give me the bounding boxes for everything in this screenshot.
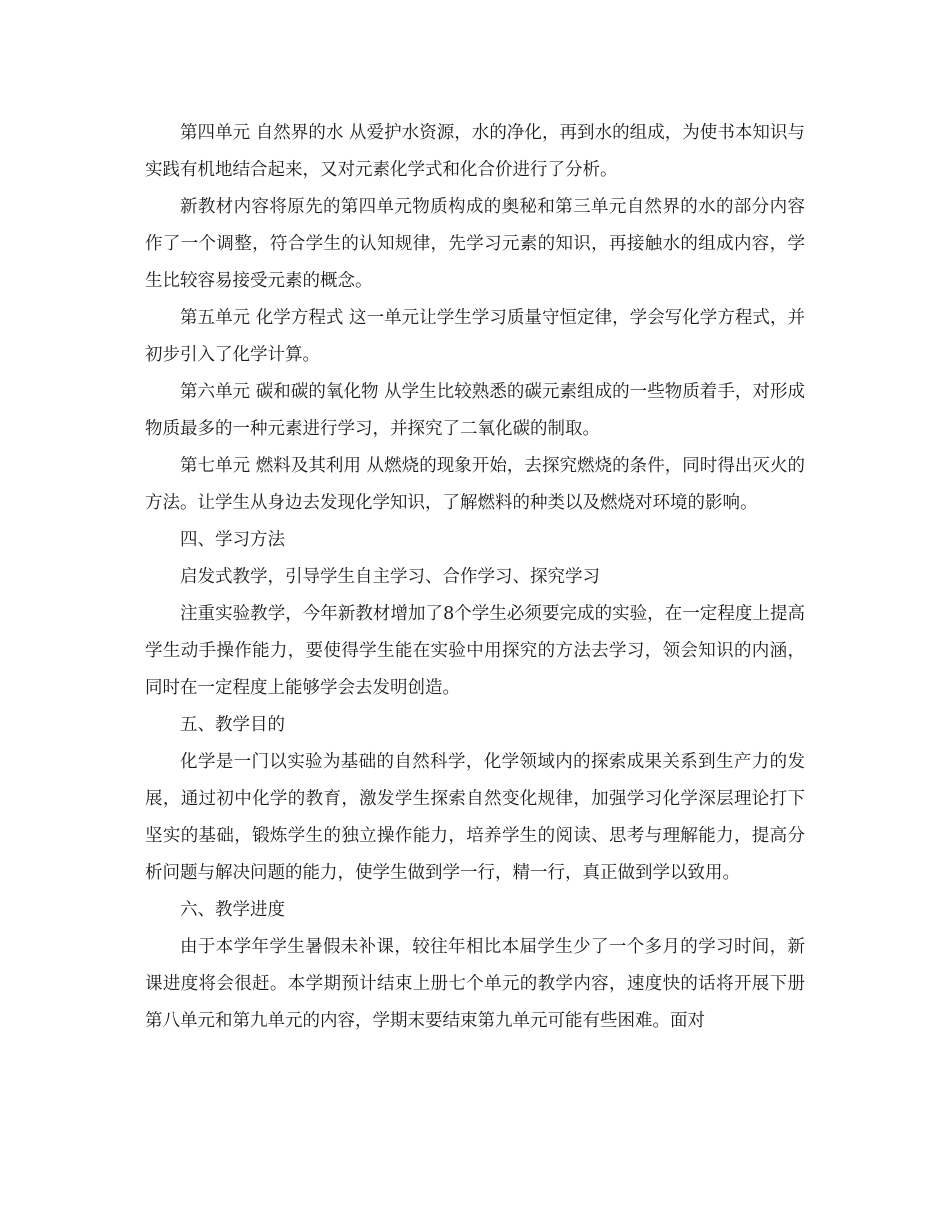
paragraph-textbook-adjustment: 新教材内容将原先的第四单元物质构成的奥秘和第三单元自然界的水的部分内容作了一个调整，符合学生的认知规律，先学习元素的知识，再接触水的组成内容，学生比较容易接受元素的概念。 bbox=[145, 197, 805, 291]
paragraph-unit-four: 第四单元 自然界的水 从爱护水资源，水的净化，再到水的组成，为使书本知识与实践有机地结合起来，又对元素化学式和化合价进行了分析。 bbox=[145, 123, 805, 180]
paragraph-unit-five: 第五单元 化学方程式 这一单元让学生学习质量守恒定律，学会写化学方程式，并初步引入了化学计算。 bbox=[145, 308, 805, 365]
paragraph-progress-details: 由于本学年学生暑假未补课，较往年相比本届学生少了一个多月的学习时间，新课进度将会很赶。本学期预计结束上册七个单元的教学内容，速度快的话将开展下册第八单元和第九单元的内容，学期末要结束第九单元可能有些困难。面对 bbox=[145, 937, 805, 1031]
section-heading-teaching-progress: 六、教学进度 bbox=[180, 900, 285, 920]
paragraph-chemistry-goals: 化学是一门以实验为基础的自然科学，化学领域内的探索成果关系到生产力的发展，通过初中化学的教育，激发学生探索自然变化规律，加强学习化学深层理论打下坚实的基础，锻炼学生的独立操作能力，培养学生的阅读、思考与理解能力，提高分析问题与解决问题的能力，使学生做到学一行，精一行，真正做到学以致用。 bbox=[145, 752, 805, 883]
paragraph-heuristic-teaching: 启发式教学，引导学生自主学习、合作学习、探究学习 bbox=[180, 567, 600, 587]
paragraph-experiment-teaching: 注重实验教学，今年新教材增加了8个学生必须要完成的实验，在一定程度上提高学生动手操作能力，要使得学生能在实验中用探究的方法去学习，领会知识的内涵，同时在一定程度上能够学会去发明创造。 bbox=[145, 604, 805, 698]
paragraph-unit-seven: 第七单元 燃料及其利用 从燃烧的现象开始，去探究燃烧的条件，同时得出灭火的方法。让学生从身边去发现化学知识，了解燃料的种类以及燃烧对环境的影响。 bbox=[145, 456, 805, 513]
section-heading-teaching-goals: 五、教学目的 bbox=[180, 715, 285, 735]
document-body bbox=[145, 115, 805, 1040]
paragraph-unit-six: 第六单元 碳和碳的氧化物 从学生比较熟悉的碳元素组成的一些物质着手，对形成物质最多的一种元素进行学习，并探究了二氧化碳的制取。 bbox=[145, 382, 805, 439]
section-heading-learning-methods: 四、学习方法 bbox=[180, 530, 285, 550]
